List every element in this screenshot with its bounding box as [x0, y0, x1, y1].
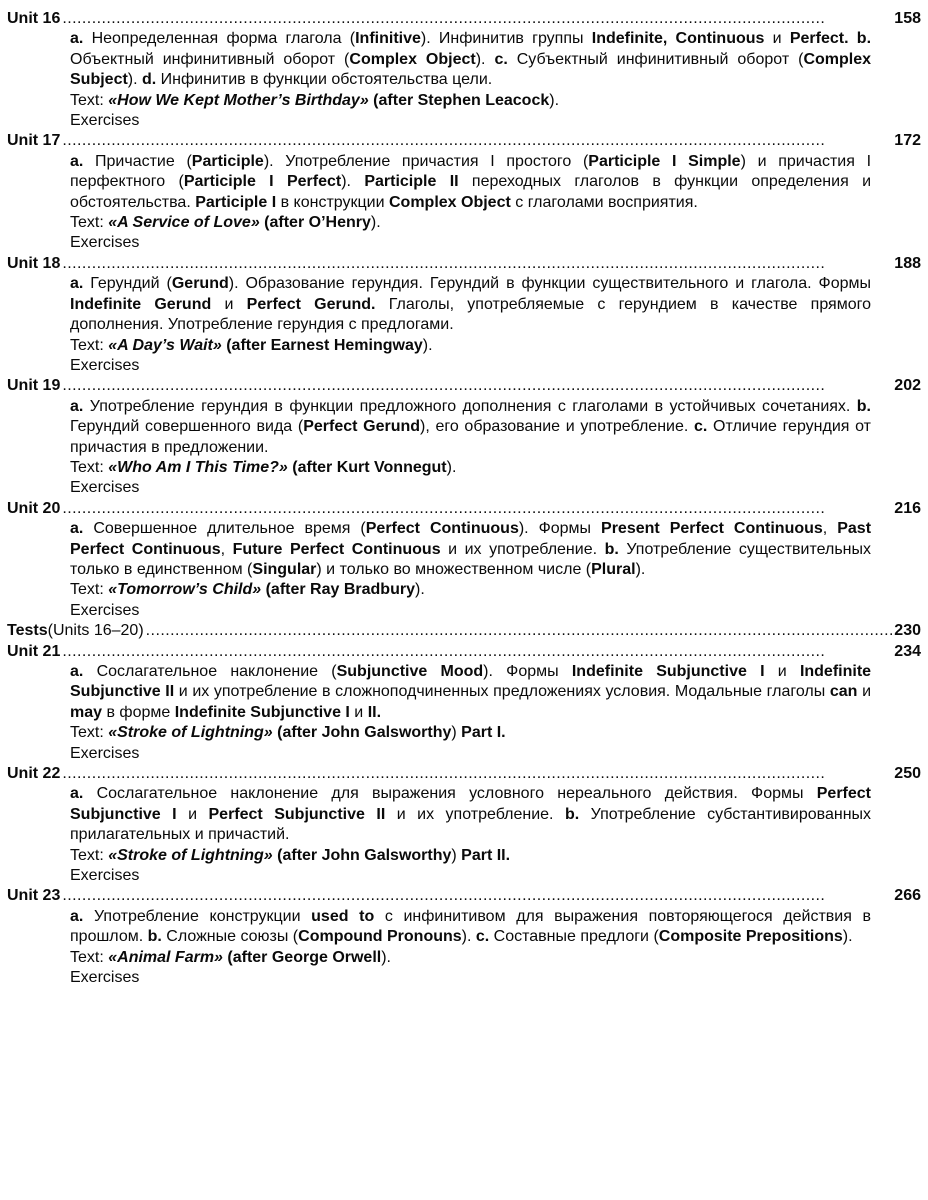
exercises-label: Exercises [70, 112, 140, 130]
description-segment: Participle I [195, 193, 277, 211]
description-segment: ). [461, 928, 476, 946]
entry-description [70, 907, 871, 948]
description-segment: a. [70, 397, 84, 415]
description-segment: ). Формы [518, 520, 602, 538]
description-segment: и их употребление в сложноподчиненных предложениях условия. Модальные глаголы [174, 683, 830, 701]
reading-text-prefix: Text: [70, 336, 109, 354]
dot-leader [146, 621, 893, 641]
description-segment: Gerund [171, 275, 229, 293]
page-number: 202 [894, 377, 921, 395]
description-segment: Герундий ( [83, 275, 172, 293]
description-segment: и [764, 30, 790, 48]
description-segment: ) и причастия I перфектного ( [70, 152, 872, 191]
description-segment: Составные предлоги ( [489, 928, 659, 946]
description-segment: Глаголы, употребляемые с герундием в качестве прямого дополнения. Употребление герундия с предлогами. [70, 295, 872, 334]
reading-text-title: «How We Kept Mother’s Birthday» [108, 91, 369, 109]
toc-entry [7, 376, 923, 498]
toc-entry [7, 886, 923, 988]
description-segment: и [176, 805, 209, 823]
description-segment: c. [475, 928, 490, 946]
dot-leader [62, 764, 892, 784]
entry-body [7, 907, 923, 989]
toc-entry [7, 764, 923, 886]
description-segment: ). Формы [483, 663, 572, 680]
description-segment: c. [694, 418, 708, 436]
reading-text-line [70, 91, 871, 111]
exercises-label: Exercises [70, 744, 140, 762]
description-segment [849, 30, 857, 47]
reading-text-suffix: ). [370, 214, 381, 232]
description-segment: ). [635, 560, 646, 578]
reading-text-suffix: ) Part I. [451, 724, 506, 742]
toc-entry [7, 642, 923, 764]
description-segment: used to [311, 907, 375, 925]
description-segment: Future Perfect Continuous [232, 540, 441, 558]
description-segment: Сослагательное наклонение для выражения условного нереального действия. Формы [83, 785, 817, 803]
description-segment: ). [475, 50, 495, 68]
toc-entry-heading[interactable] [7, 764, 921, 784]
reading-text-suffix: ). [549, 91, 560, 109]
reading-text-author: (after John Galsworthy [272, 846, 452, 864]
entry-description [70, 152, 871, 213]
entry-title: Unit 22 [7, 765, 61, 783]
description-segment: Perfect Subjunctive I [70, 785, 871, 823]
description-segment: Герундий совершенного вида ( [70, 418, 304, 436]
description-segment: Perfect Continuous [365, 520, 519, 538]
dot-leader [62, 254, 892, 274]
reading-text-prefix: Text: [70, 948, 109, 966]
reading-text-title: «A Service of Love» [108, 214, 260, 232]
description-segment: Perfect Subjunctive II [208, 805, 386, 823]
entry-body [7, 662, 923, 764]
description-segment: ) и только во множественном числе ( [316, 560, 592, 578]
reading-text-title: «Stroke of Lightning» [108, 724, 273, 742]
description-segment: Present Perfect Continuous [601, 520, 823, 538]
description-segment: b. [856, 397, 871, 415]
description-segment: Употребление герундия в функции предложного дополнения с глаголами в устойчивых сочетаниях. [83, 397, 857, 415]
entry-title-rest: (Units 16–20) [47, 622, 144, 640]
description-segment: a. [70, 785, 84, 803]
entry-body [7, 29, 923, 131]
entry-body [7, 519, 923, 621]
description-segment: Неопределенная форма глагола ( [83, 30, 356, 48]
reading-text-title: «Stroke of Lightning» [108, 846, 273, 864]
reading-text-author: (after John Galsworthy [272, 724, 452, 742]
description-segment: Indefinite Subjunctive I [174, 703, 350, 721]
description-segment: Plural [591, 560, 636, 578]
exercises-label: Exercises [70, 479, 140, 497]
description-segment: b. [147, 928, 162, 946]
entry-title: Unit 23 [7, 887, 61, 905]
entry-body [7, 784, 923, 886]
reading-text-title: «Tomorrow’s Child» [108, 581, 262, 599]
description-segment: с глаголами восприятия. [510, 193, 698, 211]
dot-leader [62, 642, 892, 662]
description-segment: can [829, 683, 858, 701]
description-segment: Отличие герундия от причастия в предложении. [70, 418, 872, 456]
description-segment: Употребление существительных только в единственном ( [70, 540, 872, 578]
entry-title: Unit 20 [7, 499, 61, 517]
toc-entry-heading[interactable] [7, 642, 921, 662]
exercises-label: Exercises [70, 601, 140, 619]
reading-text-line [70, 213, 871, 233]
description-segment: и [764, 663, 800, 680]
exercises-label: Exercises [70, 969, 140, 987]
description-segment: Perfect. [789, 30, 849, 48]
toc-entry [7, 621, 923, 641]
reading-text-title: «A Day’s Wait» [108, 336, 222, 354]
description-segment: Употребление конструкции [83, 907, 312, 925]
description-segment: Indefinite, Continuous [591, 30, 765, 48]
entry-title: Unit 18 [7, 254, 61, 272]
reading-text-author: (after George Orwell [222, 948, 382, 966]
description-segment: Perfect Gerund [303, 418, 421, 436]
description-segment: Singular [252, 560, 317, 578]
dot-leader [62, 376, 892, 396]
reading-text-line [70, 846, 871, 866]
reading-text-author: (after Kurt Vonnegut [287, 458, 447, 476]
description-segment: Субъектный инфинитивный оборот ( [507, 50, 804, 68]
toc-entry [7, 499, 923, 621]
toc-entry-heading[interactable] [7, 376, 921, 396]
description-segment: Participle [191, 152, 264, 170]
description-segment: ). Употребление причастия I простого ( [263, 152, 589, 170]
description-segment: Объектный инфинитивный оборот ( [70, 50, 350, 68]
toc-entry [7, 9, 923, 131]
entry-description [70, 784, 871, 845]
description-segment: ). [341, 173, 365, 191]
description-segment: a. [70, 30, 84, 48]
toc-entry-heading[interactable] [7, 886, 921, 906]
description-segment: II. [367, 703, 382, 721]
reading-text-author: (after Earnest Hemingway [221, 336, 423, 354]
reading-text-suffix: ). [414, 581, 425, 599]
reading-text-title: «Who Am I This Time?» [108, 458, 288, 476]
page-number: 266 [894, 887, 921, 905]
description-segment: ). [842, 928, 853, 946]
reading-text-suffix: ). [446, 458, 457, 476]
description-segment: и [857, 683, 872, 701]
description-segment: , [220, 540, 233, 558]
description-segment: Subjunctive Mood [336, 663, 484, 680]
toc-entry-heading[interactable] [7, 9, 921, 29]
description-segment: Complex Subject [70, 50, 872, 89]
reading-text-line [70, 580, 871, 600]
description-segment: Indefinite Gerund [70, 295, 212, 313]
entry-title: Unit 19 [7, 377, 61, 395]
description-segment: ). Образование герундия. Герундий в функции существительного и глагола. Формы [228, 275, 871, 293]
description-segment: b. [604, 540, 619, 558]
description-segment: Past Perfect Continuous [70, 520, 872, 558]
reading-text-title: «Animal Farm» [108, 948, 223, 966]
entry-description [70, 29, 871, 90]
description-segment: may [70, 703, 103, 721]
description-segment: d. [142, 71, 157, 89]
description-segment: Infinitive [355, 30, 421, 48]
description-segment: Composite Prepositions [658, 928, 843, 946]
page-number: 250 [894, 765, 921, 783]
reading-text-line [70, 948, 871, 968]
description-segment: Participle II [364, 173, 459, 191]
entry-body [7, 152, 923, 254]
description-segment: Perfect Gerund. [246, 295, 376, 313]
page-number: 216 [894, 499, 921, 517]
description-segment: Complex Object [349, 50, 476, 68]
description-segment: a. [70, 907, 84, 925]
exercises-label: Exercises [70, 356, 140, 374]
toc-entry [7, 254, 923, 376]
description-segment: b. [856, 30, 872, 48]
description-segment: a. [70, 152, 84, 170]
toc-entry-heading[interactable] [7, 254, 921, 274]
description-segment: ). Инфинитив группы [420, 30, 592, 48]
reading-text-prefix: Text: [70, 214, 109, 232]
description-segment: Participle I Perfect [183, 173, 342, 191]
reading-text-author: (after Stephen Leacock [368, 91, 550, 109]
description-segment: a. [70, 520, 84, 538]
description-segment: Сложные союзы ( [161, 928, 299, 946]
reading-text-suffix: ). [381, 948, 391, 966]
reading-text-suffix: ) Part II. [451, 846, 511, 864]
description-segment: и их употребление. [440, 540, 605, 558]
dot-leader [62, 499, 892, 519]
exercises-label: Exercises [70, 867, 140, 885]
description-segment: Инфинитив в функции обстоятельства цели. [156, 71, 493, 89]
entry-title: Tests [7, 622, 48, 640]
description-segment: Причастие ( [83, 152, 192, 170]
page-number: 172 [894, 132, 921, 150]
reading-text-line [70, 458, 871, 478]
description-segment: ). [127, 71, 143, 89]
toc-entry-heading[interactable] [7, 621, 921, 641]
entry-description [70, 662, 871, 723]
description-segment: Indefinite Subjunctive II [70, 663, 872, 701]
reading-text-prefix: Text: [70, 846, 109, 864]
reading-text-prefix: Text: [70, 458, 109, 476]
reading-text-line [70, 723, 871, 743]
reading-text-part: Part I. [456, 724, 506, 742]
dot-leader [62, 131, 892, 151]
entry-description [70, 274, 871, 335]
dot-leader [62, 9, 892, 29]
toc-entry [7, 131, 923, 253]
description-segment: Complex Object [388, 193, 511, 211]
description-segment: , [822, 520, 838, 538]
description-segment: в форме [102, 703, 175, 721]
entry-title: Unit 16 [7, 10, 61, 27]
description-segment: Совершенное длительное время ( [83, 520, 366, 538]
description-segment: ), его образование и употребление. [420, 418, 694, 436]
entry-title: Unit 17 [7, 132, 61, 150]
reading-text-prefix: Text: [70, 91, 109, 109]
reading-text-prefix: Text: [70, 581, 109, 599]
reading-text-line [70, 336, 871, 356]
description-segment: c. [494, 50, 508, 68]
description-segment: b. [564, 805, 580, 823]
description-segment: Participle I Simple [588, 152, 741, 170]
description-segment: и их употребление. [385, 805, 565, 823]
page-number: 234 [894, 642, 921, 660]
toc-entry-heading[interactable] [7, 131, 921, 151]
reading-text-suffix: ). [422, 336, 433, 354]
exercises-label: Exercises [70, 234, 140, 252]
page-number: 230 [894, 622, 921, 640]
description-segment: Употребление субстантивированных прилагательных и причастий. [70, 805, 872, 844]
reading-text-prefix: Text: [70, 724, 109, 742]
description-segment: с инфинитивом для выражения повторяющегося действия в прошлом. [70, 907, 872, 946]
entry-body [7, 274, 923, 376]
reading-text-author: (after Ray Bradbury [261, 581, 415, 599]
description-segment: Compound Pronouns [298, 928, 462, 946]
page-number: 188 [894, 254, 921, 272]
dot-leader [62, 886, 892, 906]
description-segment: переходных глаголов в функции определения и обстоятельства. [70, 173, 871, 211]
description-segment: Indefinite Subjunctive I [571, 663, 765, 680]
entry-title: Unit 21 [7, 642, 61, 660]
entry-description [70, 397, 871, 458]
description-segment: Сослагательное наклонение ( [83, 663, 337, 680]
toc-entry-heading[interactable] [7, 499, 921, 519]
description-segment: и [349, 703, 368, 721]
page-number: 158 [894, 10, 921, 27]
description-segment: и [211, 295, 247, 313]
reading-text-part: Part II. [456, 846, 511, 864]
description-segment: a. [70, 275, 84, 293]
entry-description [70, 519, 871, 580]
reading-text-author: (after O’Henry [259, 214, 371, 232]
entry-body [7, 397, 923, 499]
description-segment: a. [70, 663, 84, 680]
description-segment: в конструкции [276, 193, 389, 211]
